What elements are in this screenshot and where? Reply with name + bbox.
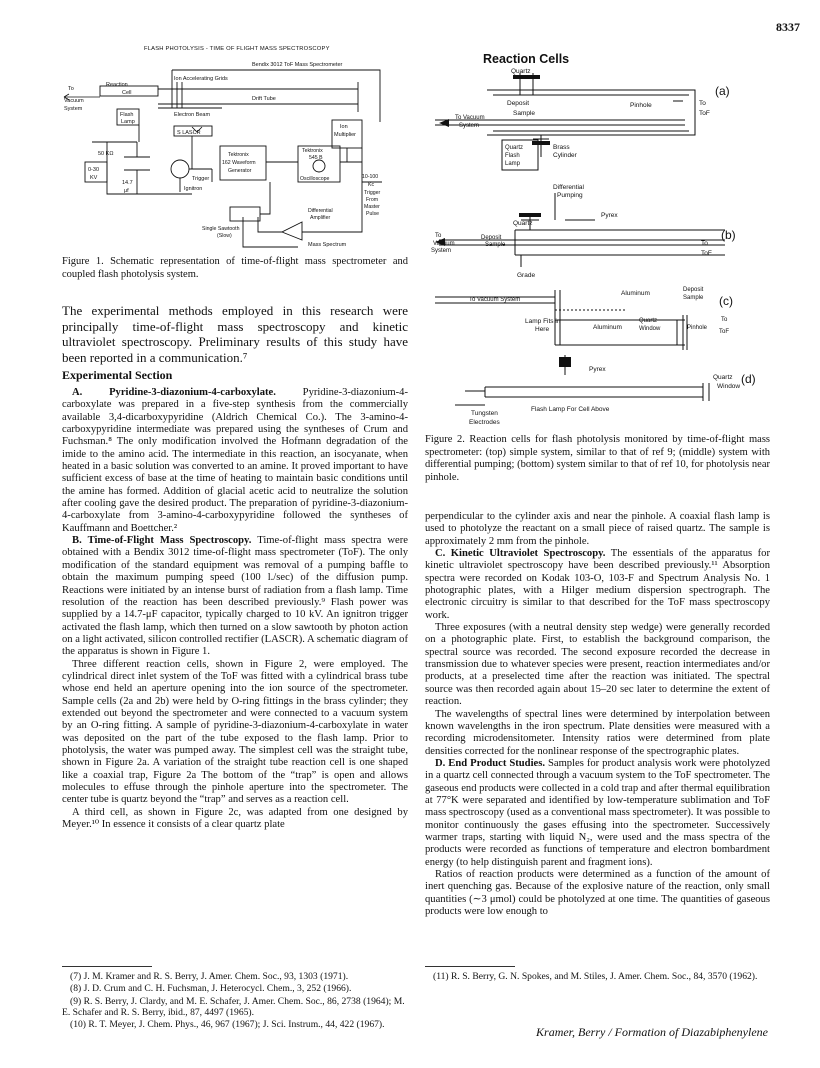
fig1-label-diff2: Amplifier — [310, 215, 331, 221]
fig2a-deposit: Deposit — [507, 100, 530, 107]
fig1-label-vacuum: Vacuum — [64, 98, 84, 104]
fig2a-flash2: Flash — [505, 153, 520, 159]
fig1-label-system: System — [64, 106, 83, 112]
fig2d-tungsten1: Tungsten — [471, 410, 498, 417]
fig1-label-kc6: Pulse — [366, 211, 379, 217]
para-b-heading: B. Time-of-Flight Mass Spectroscopy. — [72, 535, 252, 547]
fig2b-system: System — [431, 248, 452, 254]
fig2a-brass1: Brass — [553, 144, 570, 151]
fig1-label-kc1: 10-100 — [362, 174, 379, 180]
fig2b-to: To — [435, 233, 442, 239]
fig1-label-trigger: Trigger — [192, 176, 210, 182]
fig2b-vacuum: Vacuum — [433, 241, 455, 247]
fig2c-lamp1: Lamp Fits in — [525, 318, 561, 325]
fig1-label-tek545: Tektronix — [302, 148, 323, 154]
fig1-label-lascr: S LASCR — [177, 130, 201, 136]
figure1-caption: Figure 1. Schematic representation of time-of-flight mass spectrometer and coupled flash photolysis system. — [62, 256, 408, 280]
fig2a-pinhole: Pinhole — [630, 102, 652, 109]
fig2d-quartz: Quartz — [713, 374, 733, 381]
fig1-label-waveform: 162 Waveform — [222, 160, 256, 166]
fig1-label-ion-grids: Ion Accelerating Grids — [174, 76, 228, 82]
figure2-caption: Figure 2. Reaction cells for flash photolysis monitored by time-of-flight mass spectrometer: (top) simple system, similar to that of ref 9; (middle) system with differential pumping; (bottom) system similar to that of ref 10, for photolysis near pinhole. — [425, 434, 770, 483]
para-c3: The wavelengths of spectral lines were determined by interpolation between known wavelengths in the iron spectrum. Plate densities were measured with a recording microdensitometer. Intensity ratios were determined from plate densities corrected for the nonlinear response of the spectrographic plates. — [425, 708, 770, 757]
fig2c-tag: (c) — [719, 294, 733, 308]
footnote-9: (9) R. S. Berry, J. Clardy, and M. E. Schafer, J. Amer. Chem. Soc., 86, 2738 (1964); M. E. Schafer and R. S. Berry, ibid., 87, 4497 (1965). — [62, 995, 405, 1018]
fig2a-to-vacuum-1: To Vacuum — [455, 115, 485, 121]
footnote-8: (8) J. D. Crum and C. H. Fuchsman, J. Heterocycl. Chem., 3, 252 (1966). — [70, 983, 352, 995]
fig2c-aluminum-top: Aluminum — [621, 290, 650, 297]
fig2a-flash3: Lamp — [505, 161, 521, 167]
fig2b-tof: ToF — [701, 250, 712, 257]
fig2c-to: To — [721, 317, 728, 323]
fig2b-quartz: Quartz — [513, 220, 533, 227]
fig1-label-oscilloscope: Oscilloscope — [300, 176, 330, 182]
para-a-body: Pyridine-3-diazonium-4-carboxylate was prepared in a five-step synthesis from the commercially available 3,4-dicarboxypyridine (Aldrich Chemical Co.). The 3-amino-4-carboxypyridine intermediate was prepared using the syntheses of Crum and Fuchsman.⁸ The only modification involved the Hofmann degradation of the imide to the amino acid. The intermediate in this reaction, an isocyanate, when heated in a basic solution was converted to an amine. It proved important to have sufficient excess of base at the time of heating to maintain basic conditions until the amine has formed. Addition of glacial acetic acid to neutralize the solution after cooling gave the desired product. The preparation of pyridine-3-diazonium-4-carboxylate from 3-amino-4-carboxypyridine followed the syntheses of Kauffmann and Boettcher.² — [62, 387, 408, 534]
para-right1: perpendicular to the cylinder axis and near the pinhole. A coaxial flash lamp is used to photolyze the reactant on a small piece of raised quartz. The sample is approximately 2 mm from the pinhole. — [425, 511, 770, 547]
fig1-label-kc3: Trigger — [364, 190, 381, 196]
fig2b-sample: Sample — [485, 242, 506, 248]
fig1-label-v1: 0-30 — [88, 167, 100, 173]
footnote-7: (7) J. M. Kramer and R. S. Berry, J. Amer. Chem. Soc., 93, 1303 (1971). — [70, 971, 349, 982]
fig2a-sample: Sample — [513, 110, 536, 117]
para-d2: Ratios of reaction products were determined as a function of the amount of inert quenching gas. Because of the explosive nature of the reaction, only small quantities (∼3 μmol) could be photolyzed at one time. The quantities of gaseous products were low enough to — [425, 868, 770, 917]
left-body — [62, 387, 408, 831]
para-b-body: Time-of-flight mass spectra were obtained with a Bendix 3012 time-of-flight mass spectrometer (ToF). The only modification of the standard equipment was removal of a pumping baffle to obtain the maximum pumping speed (100 l./sec) of the diffusion pump. Reactions were initiated by an intense burst of radiation from a flash lamp. Time resolution of the reaction has been described previously.⁹ Flash power was supplied by a 14.7-μF capacitor, typically charged to 10 kV. An ignitron trigger activated the flash lamp, which then turned on a slow sawtooth by photon action on a light activated, silicon controlled rectifier (LASCR). A schematic diagram of the apparatus is shown in Figure 1. — [62, 535, 408, 658]
fig1-label-drift-tube: Drift Tube — [252, 96, 276, 102]
fig2d-flash: Flash Lamp For Cell Above — [531, 406, 610, 413]
figure1-schematic — [62, 42, 408, 254]
fig1-label-resistor: 50 KΩ — [98, 151, 114, 157]
fig2c-tof: ToF — [719, 329, 730, 335]
figure2-reaction-cells — [425, 45, 770, 430]
fig2b-tag: (b) — [721, 228, 736, 242]
intro-paragraph: The experimental methods employed in this research were principally time-of-flight mass spectroscopy and kinetic ultraviolet spectroscopy. Preliminary results of this study have been reported in a communication.⁷ — [62, 303, 408, 365]
para-c-heading: C. Kinetic Ultraviolet Spectroscopy. — [435, 548, 606, 560]
fig1-label-kc4: From — [366, 197, 379, 203]
fig2c-pinhole: Pinhole — [687, 325, 708, 331]
footnote-11: (11) R. S. Berry, G. N. Spokes, and M. Stiles, J. Amer. Chem. Soc., 84, 3570 (1962). — [433, 971, 758, 982]
fig1-label-kc5: Master — [364, 204, 380, 210]
fig1-label-tek162: Tektronix — [228, 152, 249, 158]
fig2d-tungsten2: Electrodes — [469, 419, 500, 426]
running-footer: Kramer, Berry / Formation of Diazabiphenylene — [536, 1025, 768, 1039]
fig2a-flash1: Quartz — [505, 145, 524, 151]
fig2b-grade: Grade — [517, 272, 536, 279]
footnotes-right — [425, 971, 770, 983]
para-b2: Three different reaction cells, shown in Figure 2, were employed. The cylindrical direct inlet system of the ToF was fitted with a cylindrical brass tube whose end held an aperture opening into the ion source of the spectrometer. Sample cells (2a and 2b) were held by O-ring fittings in the brass cylinder; they extended out beyond the spectrometer and were connected to a vacuum system by an O-ring fitting. A sample of pyridine-3-diazonium-4-carboxylate in water was deposited on the part of the tube exposed to the flash lamp. Prior to photolysis, the water was pumped away. The simplest cell was the straight tube, shown in Figure 2a. A variation of the straight tube reaction cell is one shaped like a coaxial trap, Figure 2a The bottom of the “trap” is open and allows molecules to effuse through the pinhole aperture into the spectrometer. The center tube is quartz beyond the “trap” and serves as a reaction cell. — [62, 658, 408, 806]
fig2a-to-vacuum-2: System — [459, 123, 480, 129]
fig1-label-kc2: Kc — [368, 182, 375, 188]
fig2d-tag: (d) — [741, 372, 756, 386]
section-heading: Experimental Section — [62, 368, 173, 382]
fig1-label-reaction: Reaction — [106, 82, 128, 88]
footnotes-left — [62, 971, 408, 1031]
fig2a-tag: (a) — [715, 84, 730, 98]
fig2c-quartz: Quartz — [639, 318, 658, 324]
fig1-label-saw1: Single Sawtooth — [202, 226, 240, 232]
fig1-label-ion: Ion — [340, 124, 348, 130]
fig2a-to: To — [699, 100, 706, 107]
fig2b-pyrex: Pyrex — [601, 212, 618, 219]
fig1-label-lamp: Lamp — [121, 119, 135, 125]
fig1-label-545b: 545 B — [309, 155, 323, 161]
footnote-rule-right — [425, 966, 515, 967]
fig2a-brass2: Cylinder — [553, 152, 577, 159]
fig1-label-to: To — [68, 86, 74, 92]
fig1-label-saw2: (Slow) — [217, 233, 232, 239]
para-c-body: The essentials of the apparatus for kinetic ultraviolet spectroscopy have been described previously.¹¹ Absorption spectra were recorded on Kodak 103-O, 103-F and Spectrum Analysis No. 1 photographic plates, with a Hilger medium dispersion spectrograph. The electronic circuitry is similar to that described for the ToF mass spectroscopy work. — [425, 548, 770, 621]
para-d-heading: D. End Product Studies. — [435, 757, 545, 769]
fig1-label-electron-beam: Electron Beam — [174, 112, 211, 118]
para-a-heading: A. Pyridine-3-diazonium-4-carboxylate. — [72, 387, 276, 398]
fig2c-window: Window — [639, 326, 661, 332]
fig1-subtitle: Bendix 3012 ToF Mass Spectrometer — [252, 62, 343, 68]
fig1-label-diff1: Differential — [308, 208, 333, 214]
fig2c-lamp2: Here — [535, 326, 550, 333]
fig2a-tof: ToF — [699, 110, 710, 117]
fig2b-diff1: Differential — [553, 184, 584, 191]
fig2b-deposit: Deposit — [481, 235, 502, 241]
fig1-label-ignitron: Ignitron — [184, 186, 203, 192]
footnote-10: (10) R. T. Meyer, J. Chem. Phys., 46, 967 (1967); J. Sci. Instrum., 44, 422 (1967). — [70, 1019, 385, 1031]
fig2d-pyrex: Pyrex — [589, 366, 606, 373]
footnote-rule-left — [62, 966, 152, 967]
para-b3: A third cell, as shown in Figure 2c, was adapted from one designed by Meyer.¹⁰ In essence it consists of a clear quartz plate — [62, 806, 408, 831]
fig1-label-generator: Generator — [228, 168, 252, 174]
fig2a-quartz: Quartz — [511, 68, 531, 75]
fig1-title: FLASH PHOTOLYSIS - TIME OF FLIGHT MASS SPECTROSCOPY — [144, 46, 330, 52]
fig1-label-v2: KV — [90, 175, 98, 181]
fig1-label-cap1: 14.7 — [122, 180, 133, 186]
right-body — [425, 511, 770, 918]
fig1-label-flash: Flash — [120, 112, 134, 118]
fig2b-diff2: Pumping — [557, 192, 583, 199]
fig1-label-cell: Cell — [122, 90, 132, 96]
fig1-label-mass-spectrum: Mass Spectrum — [308, 242, 347, 248]
para-d-body: Samples for product analysis work were photolyzed in a quartz cell connected through a vacuum system to the ToF spectrometer. The gaseous end products were collected in a cold trap and after thermal equilibration at 77°K were separated and identified by low-temperature sublimation and ToF mass spectroscopy (used as a conventional mass spectrometer). It was possible to monitor continuously the gases effusing into the spectrometer. Successively warmer traps, starting with liquid N₂, were used and the mass spectra of the products were recorded as functions of temperature and electron bombardment energy (to help distinguish parent and fragment ions). — [425, 757, 770, 868]
fig2d-window: Window — [717, 383, 741, 390]
fig2b-tof-to: To — [701, 240, 708, 247]
fig1-label-cap2: μf — [124, 188, 129, 194]
fig2c-aluminum: Aluminum — [593, 324, 622, 331]
fig2c-to-vacuum: To Vacuum System — [469, 297, 521, 303]
fig2c-deposit: Deposit — [683, 287, 704, 293]
fig2c-sample: Sample — [683, 295, 704, 301]
page-number: 8337 — [776, 20, 800, 34]
para-c2: Three exposures (with a neutral density step wedge) were generally recorded on a photographic plate. First, to establish the background comparison, the spectral source was recorded. The second exposure recorded the decrease in transmission due to whatever species were present, reaction intermediates and/or products, at a preselected time after the reaction was initiated. The spectral source was then recorded again about 15–20 sec later to determine the extent of reaction. — [425, 622, 770, 708]
fig2-title: Reaction Cells — [483, 52, 570, 66]
fig1-label-multiplier: Multiplier — [334, 132, 357, 138]
